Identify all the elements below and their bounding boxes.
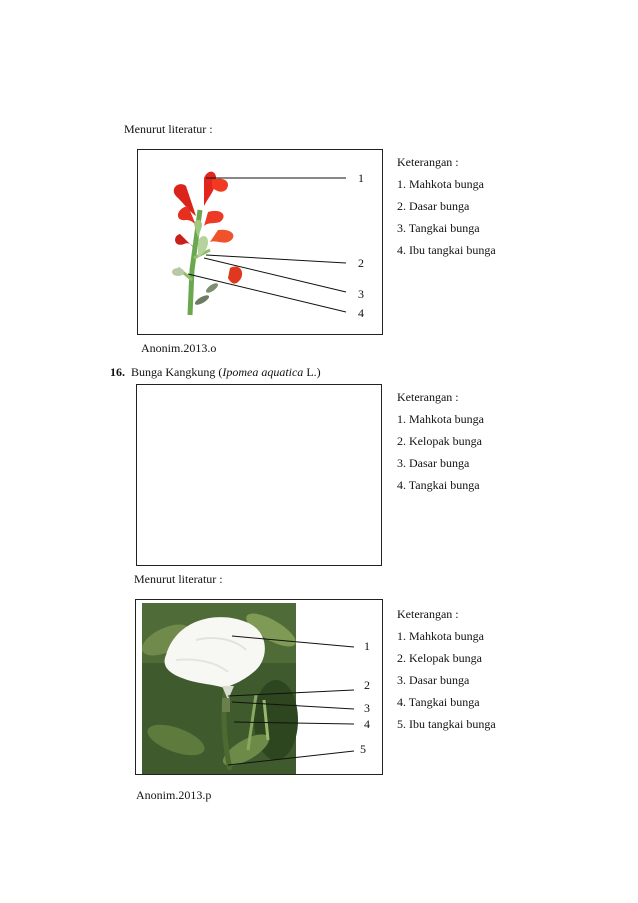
empty-figure-box (136, 384, 382, 566)
literature-label-1: Menurut literatur : (124, 122, 213, 136)
figure-box-3 (135, 599, 383, 775)
figure3-number-2: 2 (364, 678, 370, 692)
figure3-number-3: 3 (364, 701, 370, 715)
keterangan-item: 2. Kelopak bunga (397, 651, 482, 665)
section-title-latin: Ipomea aquatica (222, 365, 304, 379)
figure3-number-5: 5 (360, 742, 366, 756)
keterangan-list-1 (397, 151, 496, 261)
section-number: 16. (110, 365, 125, 379)
figure1-number-1: 1 (358, 171, 364, 185)
section-title-suffix: L.) (303, 365, 321, 379)
literature-label-2: Menurut literatur : (134, 572, 223, 586)
keterangan-item: 5. Ibu tangkai bunga (397, 717, 496, 731)
keterangan-item: 4. Ibu tangkai bunga (397, 243, 496, 257)
keterangan-item: 1. Mahkota bunga (397, 177, 484, 191)
figure3-number-1: 1 (364, 639, 370, 653)
keterangan-item: 3. Tangkai bunga (397, 221, 480, 235)
figure-box-1 (137, 149, 383, 335)
keterangan-heading: Keterangan : (397, 390, 459, 404)
white-flower-photo (136, 600, 382, 774)
keterangan-item: 2. Dasar bunga (397, 199, 470, 213)
keterangan-list-3 (397, 603, 496, 735)
keterangan-item: 4. Tangkai bunga (397, 695, 480, 709)
figure3-number-4: 4 (364, 717, 370, 731)
figure-caption-1: Anonim.2013.o (141, 341, 217, 355)
keterangan-item: 2. Kelopak bunga (397, 434, 482, 448)
figure1-number-4: 4 (358, 306, 364, 320)
figure1-number-2: 2 (358, 256, 364, 270)
section-title-prefix: Bunga Kangkung ( (131, 365, 223, 379)
keterangan-heading: Keterangan : (397, 155, 459, 169)
keterangan-item: 3. Dasar bunga (397, 456, 470, 470)
keterangan-list-2 (397, 386, 484, 496)
section-title (110, 365, 321, 380)
keterangan-item: 3. Dasar bunga (397, 673, 470, 687)
figure-caption-3: Anonim.2013.p (136, 788, 212, 802)
keterangan-item: 1. Mahkota bunga (397, 629, 484, 643)
keterangan-item: 1. Mahkota bunga (397, 412, 484, 426)
keterangan-item: 4. Tangkai bunga (397, 478, 480, 492)
red-flower-illustration (138, 150, 382, 334)
keterangan-heading: Keterangan : (397, 607, 459, 621)
figure1-number-3: 3 (358, 287, 364, 301)
